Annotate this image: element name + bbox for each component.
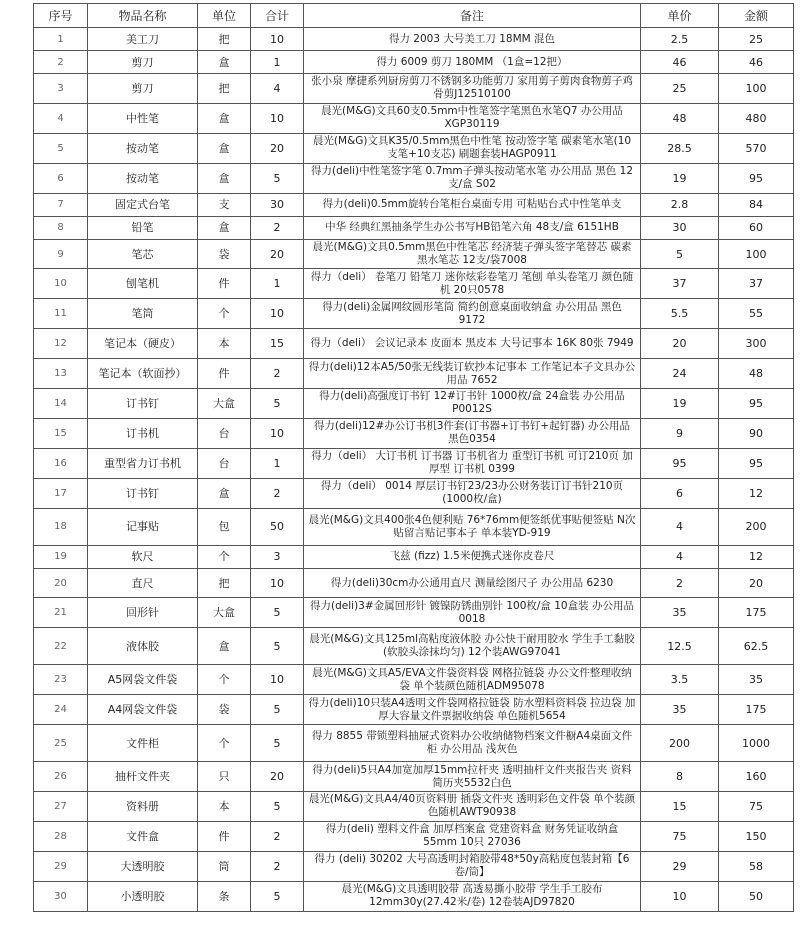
row-index-cell: 9 <box>34 239 88 269</box>
header-remarks: 备注 <box>304 4 641 28</box>
amount-cell: 175 <box>719 598 794 628</box>
quantity-cell: 10 <box>251 418 304 448</box>
amount-cell: 46 <box>719 51 794 74</box>
item-name-cell: 订书钉 <box>88 389 198 419</box>
row-index-cell: 24 <box>34 695 88 725</box>
table-row <box>34 821 794 851</box>
unit-cell: 台 <box>198 418 251 448</box>
unit-cell: 条 <box>198 881 251 911</box>
table-row <box>34 329 794 359</box>
row-index-cell: 17 <box>34 478 88 508</box>
table-row <box>34 695 794 725</box>
amount-cell: 35 <box>719 665 794 695</box>
item-name-cell: 订书机 <box>88 418 198 448</box>
table-row <box>34 28 794 51</box>
unit-price-cell: 3.5 <box>641 665 719 695</box>
unit-price-cell: 8 <box>641 762 719 792</box>
unit-cell: 个 <box>198 545 251 568</box>
unit-price-cell: 5 <box>641 239 719 269</box>
quantity-cell: 10 <box>251 568 304 598</box>
amount-cell: 100 <box>719 74 794 104</box>
remarks-cell: 晨光(M&G)文具60支0.5mm中性笔签字笔黑色水笔Q7 办公用品 XGP30119 <box>304 103 641 133</box>
row-index-cell: 1 <box>34 28 88 51</box>
amount-cell: 75 <box>719 792 794 822</box>
quantity-cell: 5 <box>251 163 304 193</box>
item-name-cell: 笔记本（硬皮） <box>88 329 198 359</box>
quantity-cell: 50 <box>251 508 304 545</box>
unit-price-cell: 37 <box>641 269 719 299</box>
amount-cell: 150 <box>719 821 794 851</box>
remarks-cell: 晨光(M&G)文具透明胶带 高透易撕小胶带 学生手工胶布 12mm30y(27.42米/卷) 12卷装AJD97820 <box>304 881 641 911</box>
unit-price-cell: 95 <box>641 448 719 478</box>
item-name-cell: 刨笔机 <box>88 269 198 299</box>
table-row <box>34 216 794 239</box>
unit-price-cell: 48 <box>641 103 719 133</box>
table-row <box>34 851 794 881</box>
remarks-cell: 晨光(M&G)文具A4/40页资料册 插袋文件夹 透明彩色文件袋 单个装颜色随机AWT90938 <box>304 792 641 822</box>
unit-cell: 本 <box>198 329 251 359</box>
unit-cell: 台 <box>198 448 251 478</box>
quantity-cell: 10 <box>251 665 304 695</box>
remarks-cell: 晨光(M&G)文具125ml高粘度液体胶 办公快干耐用胶水 学生手工黏胶(软胶头涂抹均匀) 12个装AWG97041 <box>304 628 641 665</box>
remarks-cell: 得力(deli)中性笔签字笔 0.7mm子弹头按动笔水笔 办公用品 黑色 12支/盒 S02 <box>304 163 641 193</box>
quantity-cell: 2 <box>251 478 304 508</box>
unit-price-cell: 30 <box>641 216 719 239</box>
unit-cell: 盒 <box>198 103 251 133</box>
remarks-cell: 得力(deli)12#办公订书机3件套(订书器+订书钉+起钉器) 办公用品 黑色0354 <box>304 418 641 448</box>
item-name-cell: 回形针 <box>88 598 198 628</box>
table-row <box>34 762 794 792</box>
table-row <box>34 478 794 508</box>
table-row <box>34 568 794 598</box>
amount-cell: 12 <box>719 545 794 568</box>
table-row <box>34 598 794 628</box>
quantity-cell: 1 <box>251 269 304 299</box>
item-name-cell: 笔记本（软面抄） <box>88 359 198 389</box>
row-index-cell: 16 <box>34 448 88 478</box>
row-index-cell: 7 <box>34 193 88 216</box>
quantity-cell: 5 <box>251 598 304 628</box>
item-name-cell: 文件盒 <box>88 821 198 851</box>
unit-price-cell: 2.5 <box>641 28 719 51</box>
quantity-cell: 10 <box>251 28 304 51</box>
row-index-cell: 21 <box>34 598 88 628</box>
quantity-cell: 20 <box>251 133 304 163</box>
row-index-cell: 28 <box>34 821 88 851</box>
item-name-cell: 记事贴 <box>88 508 198 545</box>
item-name-cell: A5网袋文件袋 <box>88 665 198 695</box>
unit-price-cell: 46 <box>641 51 719 74</box>
header-unit-price: 单价 <box>641 4 719 28</box>
quantity-cell: 5 <box>251 881 304 911</box>
item-name-cell: 抽杆文件夹 <box>88 762 198 792</box>
unit-cell: 件 <box>198 269 251 299</box>
quantity-cell: 1 <box>251 51 304 74</box>
table-row <box>34 545 794 568</box>
quantity-cell: 20 <box>251 762 304 792</box>
table-row <box>34 299 794 329</box>
amount-cell: 12 <box>719 478 794 508</box>
row-index-cell: 13 <box>34 359 88 389</box>
row-index-cell: 8 <box>34 216 88 239</box>
header-unit: 单位 <box>198 4 251 28</box>
amount-cell: 25 <box>719 28 794 51</box>
amount-cell: 95 <box>719 448 794 478</box>
quantity-cell: 30 <box>251 193 304 216</box>
amount-cell: 95 <box>719 389 794 419</box>
quantity-cell: 1 <box>251 448 304 478</box>
amount-cell: 100 <box>719 239 794 269</box>
amount-cell: 175 <box>719 695 794 725</box>
table-row <box>34 269 794 299</box>
table-row <box>34 74 794 104</box>
unit-cell: 支 <box>198 193 251 216</box>
remarks-cell: 得力(deli)30cm办公通用直尺 测量绘图尺子 办公用品 6230 <box>304 568 641 598</box>
table-row <box>34 389 794 419</box>
table-row <box>34 881 794 911</box>
unit-price-cell: 28.5 <box>641 133 719 163</box>
table-row <box>34 51 794 74</box>
unit-price-cell: 35 <box>641 598 719 628</box>
unit-cell: 盒 <box>198 478 251 508</box>
table-row <box>34 193 794 216</box>
row-index-cell: 20 <box>34 568 88 598</box>
amount-cell: 60 <box>719 216 794 239</box>
amount-cell: 84 <box>719 193 794 216</box>
row-index-cell: 14 <box>34 389 88 419</box>
remarks-cell: 得力（deli） 大订书机 订书器 订书机省力 重型订书机 可订210页 加厚型 订书机 0399 <box>304 448 641 478</box>
header-total: 合计 <box>251 4 304 28</box>
unit-price-cell: 10 <box>641 881 719 911</box>
quantity-cell: 10 <box>251 299 304 329</box>
quantity-cell: 5 <box>251 695 304 725</box>
item-name-cell: 重型省力订书机 <box>88 448 198 478</box>
unit-cell: 件 <box>198 821 251 851</box>
amount-cell: 300 <box>719 329 794 359</box>
unit-cell: 把 <box>198 74 251 104</box>
quantity-cell: 5 <box>251 628 304 665</box>
row-index-cell: 4 <box>34 103 88 133</box>
unit-cell: 盒 <box>198 133 251 163</box>
quantity-cell: 20 <box>251 239 304 269</box>
amount-cell: 480 <box>719 103 794 133</box>
unit-cell: 个 <box>198 299 251 329</box>
table-row <box>34 418 794 448</box>
quantity-cell: 5 <box>251 725 304 762</box>
remarks-cell: 中华 经典红黑抽条学生办公书写HB铅笔六角 48支/盒 6151HB <box>304 216 641 239</box>
quantity-cell: 10 <box>251 103 304 133</box>
table-row <box>34 239 794 269</box>
table-row <box>34 725 794 762</box>
row-index-cell: 30 <box>34 881 88 911</box>
row-index-cell: 5 <box>34 133 88 163</box>
header-item-name: 物品名称 <box>88 4 198 28</box>
remarks-cell: 晨光(M&G)文具0.5mm黑色中性笔芯 经济装子弹头签字笔替芯 碳素黑水笔芯 12支/袋7008 <box>304 239 641 269</box>
remarks-cell: 得力(deli)高强度订书钉 12#订书针 1000枚/盒 24盒装 办公用品 P0012S <box>304 389 641 419</box>
remarks-cell: 得力 6009 剪刀 180MM （1盒=12把） <box>304 51 641 74</box>
unit-price-cell: 2.8 <box>641 193 719 216</box>
remarks-cell: 得力(deli)10只装A4透明文件袋网格拉链袋 防水塑料资料袋 拉边袋 加厚大容量文件票据收纳袋 单色随机5654 <box>304 695 641 725</box>
unit-cell: 包 <box>198 508 251 545</box>
unit-cell: 把 <box>198 568 251 598</box>
row-index-cell: 10 <box>34 269 88 299</box>
unit-cell: 大盒 <box>198 389 251 419</box>
quantity-cell: 15 <box>251 329 304 359</box>
item-name-cell: 按动笔 <box>88 133 198 163</box>
amount-cell: 200 <box>719 508 794 545</box>
unit-price-cell: 25 <box>641 74 719 104</box>
row-index-cell: 27 <box>34 792 88 822</box>
quantity-cell: 2 <box>251 216 304 239</box>
items-table <box>33 3 794 912</box>
remarks-cell: 得力 8855 带锁塑料抽屉式资料办公收纳储物档案文件橱A4桌面文件柜 办公用品 浅灰色 <box>304 725 641 762</box>
item-name-cell: 固定式台笔 <box>88 193 198 216</box>
unit-price-cell: 19 <box>641 389 719 419</box>
row-index-cell: 15 <box>34 418 88 448</box>
unit-price-cell: 24 <box>641 359 719 389</box>
item-name-cell: A4网袋文件袋 <box>88 695 198 725</box>
header-amount: 金额 <box>719 4 794 28</box>
table-row <box>34 508 794 545</box>
item-name-cell: 按动笔 <box>88 163 198 193</box>
item-name-cell: 铅笔 <box>88 216 198 239</box>
quantity-cell: 3 <box>251 545 304 568</box>
header-index: 序号 <box>34 4 88 28</box>
unit-price-cell: 4 <box>641 508 719 545</box>
table-row <box>34 359 794 389</box>
item-name-cell: 直尺 <box>88 568 198 598</box>
remarks-cell: 得力(deli)12本A5/50张无线装订软抄本记事本 工作笔记本子文具办公用品 7652 <box>304 359 641 389</box>
remarks-cell: 得力（deli） 卷笔刀 铅笔刀 迷你炫彩卷笔刀 笔刨 单头卷笔刀 颜色随机 20只0578 <box>304 269 641 299</box>
amount-cell: 90 <box>719 418 794 448</box>
remarks-cell: 得力 (deli) 30202 大号高透明封箱胶带48*50y高粘度包装封箱【6卷/筒】 <box>304 851 641 881</box>
remarks-cell: 得力 2003 大号美工刀 18MM 混色 <box>304 28 641 51</box>
unit-price-cell: 75 <box>641 821 719 851</box>
item-name-cell: 剪刀 <box>88 51 198 74</box>
item-name-cell: 大透明胶 <box>88 851 198 881</box>
unit-cell: 个 <box>198 665 251 695</box>
remarks-cell: 晨光(M&G)文具400张4色便利贴 76*76mm便签纸优事贴便签贴 N次贴留言贴记事本子 单本装YD-919 <box>304 508 641 545</box>
amount-cell: 95 <box>719 163 794 193</box>
item-name-cell: 资料册 <box>88 792 198 822</box>
unit-price-cell: 19 <box>641 163 719 193</box>
unit-price-cell: 29 <box>641 851 719 881</box>
remarks-cell: 得力（deli） 0014 厚层订书钉23/23办公财务装订订书针210页 (1000枚/盒) <box>304 478 641 508</box>
item-name-cell: 液体胶 <box>88 628 198 665</box>
header-row <box>34 4 794 28</box>
remarks-cell: 晨光(M&G)文具A5/EVA文件袋资料袋 网格拉链袋 办公文件整理收纳袋 单个装颜色随机ADM95078 <box>304 665 641 695</box>
remarks-cell: 飞兹 (fizz) 1.5米便携式迷你皮卷尺 <box>304 545 641 568</box>
item-name-cell: 笔筒 <box>88 299 198 329</box>
unit-cell: 本 <box>198 792 251 822</box>
amount-cell: 48 <box>719 359 794 389</box>
table-row <box>34 792 794 822</box>
table-row <box>34 103 794 133</box>
unit-cell: 盒 <box>198 216 251 239</box>
amount-cell: 37 <box>719 269 794 299</box>
table-row <box>34 163 794 193</box>
row-index-cell: 18 <box>34 508 88 545</box>
row-index-cell: 22 <box>34 628 88 665</box>
unit-cell: 把 <box>198 28 251 51</box>
unit-price-cell: 5.5 <box>641 299 719 329</box>
unit-price-cell: 2 <box>641 568 719 598</box>
amount-cell: 55 <box>719 299 794 329</box>
unit-price-cell: 4 <box>641 545 719 568</box>
table-body <box>34 28 794 912</box>
table-row <box>34 665 794 695</box>
unit-price-cell: 35 <box>641 695 719 725</box>
quantity-cell: 2 <box>251 851 304 881</box>
unit-cell: 盒 <box>198 628 251 665</box>
unit-cell: 件 <box>198 359 251 389</box>
amount-cell: 62.5 <box>719 628 794 665</box>
quantity-cell: 4 <box>251 74 304 104</box>
row-index-cell: 12 <box>34 329 88 359</box>
item-name-cell: 订书钉 <box>88 478 198 508</box>
amount-cell: 570 <box>719 133 794 163</box>
item-name-cell: 小透明胶 <box>88 881 198 911</box>
amount-cell: 50 <box>719 881 794 911</box>
row-index-cell: 29 <box>34 851 88 881</box>
row-index-cell: 26 <box>34 762 88 792</box>
unit-cell: 盒 <box>198 51 251 74</box>
row-index-cell: 6 <box>34 163 88 193</box>
table-row <box>34 628 794 665</box>
unit-cell: 大盒 <box>198 598 251 628</box>
quantity-cell: 5 <box>251 792 304 822</box>
item-name-cell: 文件柜 <box>88 725 198 762</box>
table-row <box>34 448 794 478</box>
item-name-cell: 笔芯 <box>88 239 198 269</box>
amount-cell: 20 <box>719 568 794 598</box>
remarks-cell: 晨光(M&G)文具K35/0.5mm黑色中性笔 按动签字笔 碳素笔水笔(10支笔+10支芯) 刷题套装HAGP0911 <box>304 133 641 163</box>
item-name-cell: 软尺 <box>88 545 198 568</box>
remarks-cell: 得力(deli)5只A4加宽加厚15mm拉杆夹 透明抽杆文件夹报告夹 资料简历夹5532白色 <box>304 762 641 792</box>
table-row <box>34 133 794 163</box>
unit-cell: 袋 <box>198 695 251 725</box>
amount-cell: 160 <box>719 762 794 792</box>
quantity-cell: 2 <box>251 359 304 389</box>
unit-price-cell: 15 <box>641 792 719 822</box>
unit-price-cell: 6 <box>641 478 719 508</box>
row-index-cell: 25 <box>34 725 88 762</box>
unit-cell: 个 <box>198 725 251 762</box>
unit-cell: 袋 <box>198 239 251 269</box>
item-name-cell: 美工刀 <box>88 28 198 51</box>
amount-cell: 58 <box>719 851 794 881</box>
amount-cell: 1000 <box>719 725 794 762</box>
remarks-cell: 得力(deli)金属网纹圆形笔筒 简约创意桌面收纳盒 办公用品 黑色 9172 <box>304 299 641 329</box>
unit-price-cell: 20 <box>641 329 719 359</box>
row-index-cell: 3 <box>34 74 88 104</box>
unit-price-cell: 12.5 <box>641 628 719 665</box>
remarks-cell: 张小泉 摩捷系列厨房剪刀不锈钢多功能剪刀 家用剪子剪肉食物剪子鸡骨剪J12510100 <box>304 74 641 104</box>
unit-cell: 盒 <box>198 163 251 193</box>
remarks-cell: 得力(deli) 塑料文件盒 加厚档案盒 党建资料盒 财务凭证收纳盒 55mm 10只 27036 <box>304 821 641 851</box>
remarks-cell: 得力（deli） 会议记录本 皮面本 黑皮本 大号记事本 16K 80张 7949 <box>304 329 641 359</box>
item-name-cell: 中性笔 <box>88 103 198 133</box>
unit-price-cell: 9 <box>641 418 719 448</box>
row-index-cell: 2 <box>34 51 88 74</box>
remarks-cell: 得力(deli)0.5mm旋转台笔柜台桌面专用 可粘贴台式中性笔单支 <box>304 193 641 216</box>
unit-price-cell: 200 <box>641 725 719 762</box>
row-index-cell: 19 <box>34 545 88 568</box>
quantity-cell: 5 <box>251 389 304 419</box>
row-index-cell: 23 <box>34 665 88 695</box>
quantity-cell: 2 <box>251 821 304 851</box>
item-name-cell: 剪刀 <box>88 74 198 104</box>
unit-cell: 只 <box>198 762 251 792</box>
unit-cell: 筒 <box>198 851 251 881</box>
remarks-cell: 得力(deli)3#金属回形针 镀镍防锈曲别针 100枚/盒 10盒装 办公用品 0018 <box>304 598 641 628</box>
row-index-cell: 11 <box>34 299 88 329</box>
